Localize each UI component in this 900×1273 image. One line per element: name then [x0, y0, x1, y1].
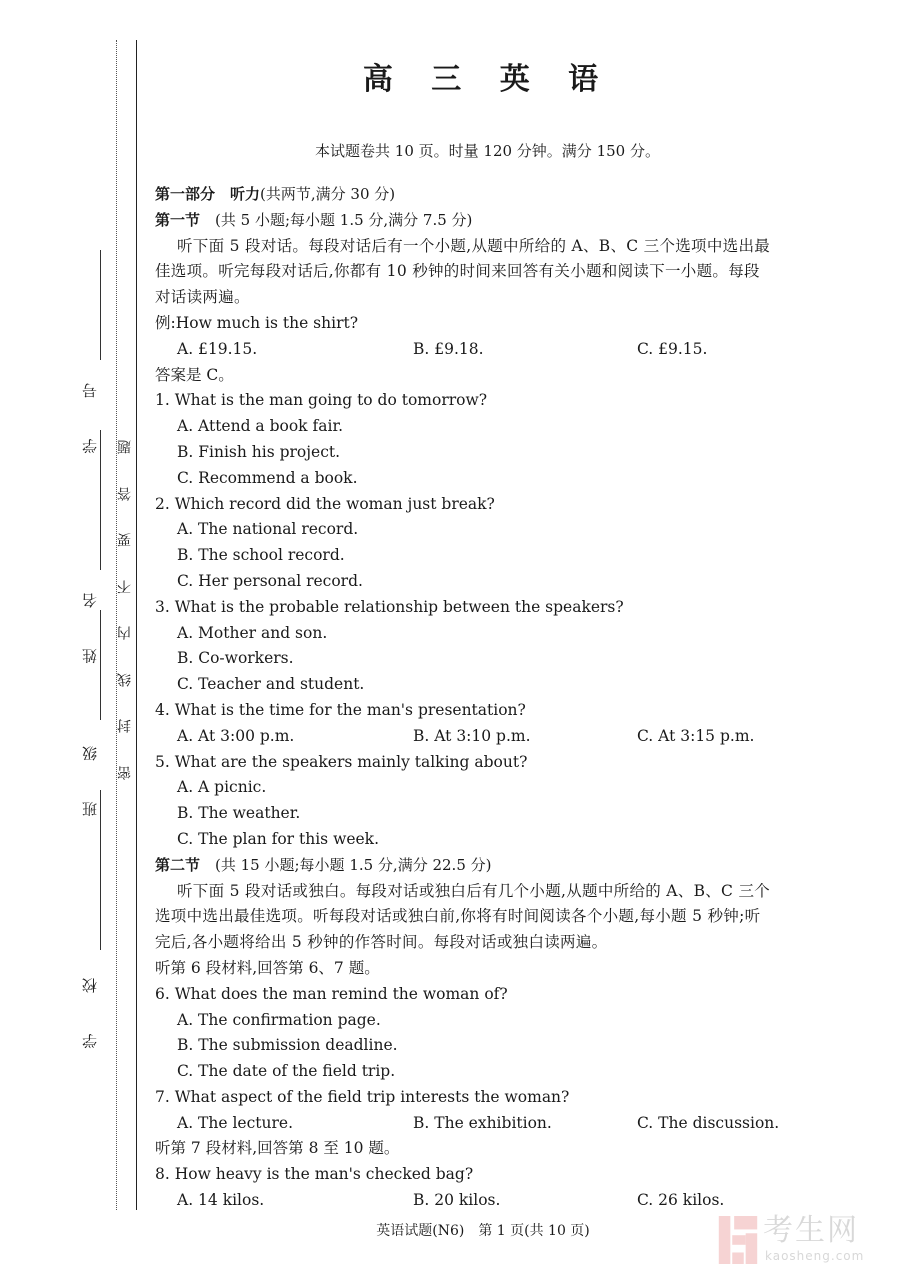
- watermark-url: kaosheng.com: [765, 1249, 865, 1263]
- answer-option: A. The confirmation page.: [177, 1010, 381, 1029]
- answer-option: A. The lecture.: [177, 1113, 294, 1132]
- class-underline: [100, 610, 101, 720]
- seal-char: 内: [117, 626, 133, 641]
- seal-char: 要: [117, 533, 133, 548]
- answer-option: A. The national record.: [177, 520, 359, 539]
- section-heading: [155, 208, 825, 234]
- watermark: [718, 1213, 893, 1266]
- answer-option: C. 26 kilos.: [637, 1191, 725, 1210]
- question: 8. How heavy is the man's checked bag?: [155, 1165, 474, 1184]
- answer-option: B. The submission deadline.: [177, 1036, 398, 1055]
- watermark-text: 考生网: [763, 1213, 859, 1248]
- seal-char: 线: [117, 672, 133, 687]
- answer-option: B. £9.18.: [413, 339, 484, 358]
- answer-option: B. Finish his project.: [177, 442, 341, 461]
- answer-option: C. £9.15.: [637, 339, 708, 358]
- question: 5. What are the speakers mainly talking about?: [155, 752, 528, 771]
- school-underline: [100, 790, 101, 950]
- question: 4. What is the time for the man's presentation?: [155, 700, 526, 719]
- question: 1. What is the man going to do tomorrow?: [155, 391, 488, 410]
- question: 7. What aspect of the field trip interests the woman?: [155, 1087, 570, 1106]
- text-line: 例:How much is the shirt?: [155, 313, 359, 332]
- answer-option: A. At 3:00 p.m.: [177, 726, 295, 745]
- class-label: 班 级: [81, 728, 99, 817]
- answer-option: A. £19.15.: [177, 339, 258, 358]
- seal-char: 密: [117, 766, 133, 780]
- answer-option: B. The school record.: [177, 546, 345, 565]
- cut-line-dotted: [116, 40, 117, 1210]
- heading-detail: (共 5 小题;每小题 1.5 分,满分 7.5 分): [200, 210, 473, 229]
- answer-option: C. The plan for this week.: [177, 829, 379, 848]
- heading-title: 第二节: [155, 855, 201, 874]
- answer-option: C. At 3:15 p.m.: [637, 726, 755, 745]
- heading-detail: (共两节,满分 30 分): [260, 185, 396, 203]
- school-label: 学 校: [81, 960, 99, 1049]
- instruction-text: 完后,各小题将给出 5 秒钟的作答时间。每段对话或独白读两遍。: [155, 933, 608, 952]
- name-underline: [100, 430, 101, 570]
- option-row: [155, 1188, 825, 1214]
- question: 2. Which record did the woman just break?: [155, 494, 495, 513]
- student-id-underline: [100, 250, 101, 360]
- seal-notice: [118, 440, 133, 780]
- answer-option: B. The weather.: [177, 804, 301, 823]
- binding-line: [136, 40, 137, 1210]
- student-id-label: 学 号: [81, 365, 99, 454]
- text-line: 听第 7 段材料,回答第 8 至 10 题。: [155, 1139, 400, 1158]
- seal-char: 答: [117, 486, 133, 501]
- instruction-text: 听下面 5 段对话或独白。每段对话或独白后有几个小题,从题中所给的 A、B、C 三个: [177, 881, 771, 900]
- heading-detail: (共 15 小题;每小题 1.5 分,满分 22.5 分): [200, 855, 492, 874]
- seal-char: 封: [117, 719, 133, 734]
- option-row: [155, 337, 825, 363]
- answer-option: B. At 3:10 p.m.: [413, 726, 531, 745]
- answer-option: C. Recommend a book.: [177, 468, 358, 487]
- answer-option: A. Mother and son.: [177, 623, 328, 642]
- exam-info: 本试题卷共 10 页。时量 120 分钟。满分 150 分。: [315, 142, 660, 160]
- seal-char: 不: [117, 579, 133, 594]
- question: 3. What is the probable relationship between the speakers?: [155, 597, 624, 616]
- page-footer: 英语试题(N6) 第 1 页(共 10 页): [376, 1223, 590, 1239]
- heading-title: 第一节: [155, 210, 201, 229]
- answer-option: C. Her personal record.: [177, 571, 363, 590]
- instruction-text: 佳选项。听完每段对话后,你都有 10 秒钟的时间来回答有关小题和阅读下一小题。每段: [155, 262, 760, 281]
- option-row: [155, 724, 825, 750]
- watermark-logo-icon: [718, 1216, 758, 1264]
- exam-content: [155, 182, 825, 1214]
- answer-option: A. Attend a book fair.: [177, 417, 344, 436]
- text-line: 答案是 C。: [155, 365, 234, 384]
- answer-option: C. Teacher and student.: [177, 675, 365, 694]
- page-title: 高 三 英 语: [362, 62, 613, 97]
- answer-option: B. 20 kilos.: [413, 1191, 501, 1210]
- section-heading: [155, 853, 825, 879]
- answer-option: C. The discussion.: [637, 1113, 780, 1132]
- answer-option: B. The exhibition.: [413, 1113, 552, 1132]
- question: 6. What does the man remind the woman of?: [155, 984, 508, 1003]
- text-line: 听第 6 段材料,回答第 6、7 题。: [155, 958, 380, 977]
- instruction-text: 选项中选出最佳选项。听每段对话或独白前,你将有时间阅读各个小题,每小题 5 秒钟;听: [155, 907, 761, 926]
- answer-option: C. The date of the field trip.: [177, 1062, 396, 1081]
- instruction-text: 听下面 5 段对话。每段对话后有一个小题,从题中所给的 A、B、C 三个选项中选出最: [177, 236, 771, 255]
- heading-title: 第一部分 听力: [155, 185, 261, 203]
- answer-option: A. 14 kilos.: [177, 1191, 265, 1210]
- answer-option: A. A picnic.: [177, 778, 267, 797]
- answer-option: B. Co-workers.: [177, 649, 294, 668]
- instruction-text: 对话读两遍。: [155, 288, 250, 307]
- name-label: 姓 名: [81, 575, 99, 664]
- option-row: [155, 1111, 825, 1137]
- seal-char: 题: [117, 440, 133, 455]
- section-heading: [155, 182, 825, 208]
